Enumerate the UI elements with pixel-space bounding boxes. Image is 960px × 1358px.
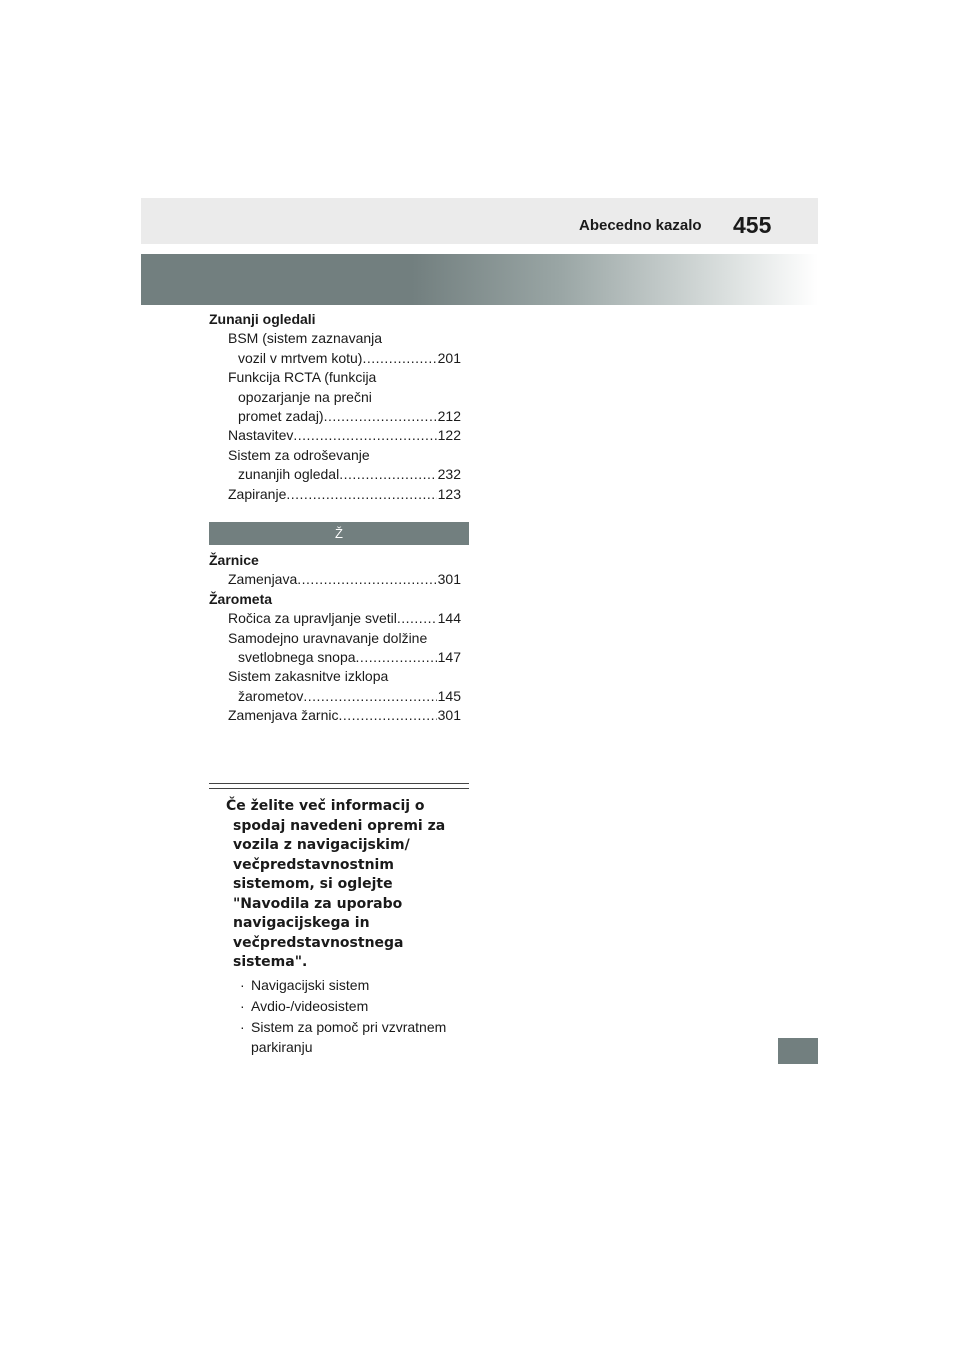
index-entry-label: svetlobnega snopa (238, 648, 356, 665)
index-section-z (209, 310, 469, 504)
page-number: 455 (733, 212, 772, 238)
info-note (226, 797, 471, 973)
dot-leader (356, 648, 437, 667)
index-entry (209, 465, 469, 484)
index-entry (209, 485, 469, 504)
index-entry-line: Samodejno uravnavanje dolžine (228, 629, 428, 646)
dot-leader (362, 349, 436, 368)
list-item (240, 1017, 480, 1057)
list-item (240, 975, 480, 995)
dot-leader (397, 609, 437, 628)
bullet-symbol: · (240, 998, 245, 1014)
index-entry-label: Zapiranje (228, 485, 287, 502)
index-entry-label: Nastavitev (228, 427, 294, 444)
list-item-label: Avdio-/videosistem (251, 998, 369, 1014)
header-bar (141, 198, 818, 244)
index-entry (209, 570, 469, 589)
page-reference: 145 (437, 687, 461, 704)
page-reference: 301 (437, 571, 461, 588)
chapter-tab-marker (778, 1038, 818, 1064)
index-entry-label: žarometov (238, 687, 304, 704)
dot-leader (286, 485, 436, 504)
dot-leader (339, 706, 437, 725)
page-reference: 201 (437, 349, 461, 366)
index-heading: Zunanji ogledali (209, 311, 316, 327)
index-entry-line: opozarjanje na prečni (238, 388, 372, 405)
index-entry-label: Zamenjava žarnic (228, 707, 339, 724)
index-entry-line: Sistem za odroševanje (228, 446, 370, 463)
note-line: sistemom, si oglejte (233, 876, 393, 892)
index-entry (209, 609, 469, 628)
page-reference: 144 (437, 610, 461, 627)
index-entry (209, 426, 469, 445)
note-line: sistema". (233, 954, 308, 970)
index-heading: Žarnice (209, 552, 259, 568)
bullet-symbol: · (240, 977, 245, 993)
dot-leader (303, 687, 436, 706)
dot-leader (339, 465, 436, 484)
page-reference: 301 (437, 707, 461, 724)
list-item-label: Sistem za pomoč pri vzvratnem parkiranju (251, 1019, 447, 1055)
index-entry (209, 706, 469, 725)
decorative-band (141, 254, 818, 305)
index-entry-line: BSM (sistem zaznavanja (228, 330, 383, 347)
index-heading: Žarometa (209, 590, 273, 607)
index-entry (209, 687, 469, 706)
index-entry (209, 349, 469, 368)
double-rule-divider (209, 783, 469, 789)
index-entry-label: Zamenjava (228, 571, 298, 588)
note-line: navigacijskega in (233, 915, 370, 931)
index-entry-label: zunanjih ogledal (238, 466, 340, 483)
index-entry (209, 648, 469, 667)
index-section-zh (209, 551, 469, 726)
list-item-label: Navigacijski sistem (251, 977, 370, 993)
note-line: vozila z navigacijskim/ (233, 837, 410, 853)
page-reference: 122 (437, 427, 461, 444)
note-line: "Navodila za uporabo (233, 895, 403, 912)
page-reference: 123 (437, 485, 461, 502)
note-line: večpredstavnostnim (233, 856, 394, 873)
dot-leader (293, 426, 436, 445)
index-entry (209, 407, 469, 426)
bullet-symbol: · (240, 1019, 245, 1035)
index-entry-label: Ročica za upravljanje svetil (228, 610, 397, 627)
index-entry-label: vozil v mrtvem kotu) (238, 349, 363, 366)
dot-leader (297, 570, 436, 589)
section-title: Abecedno kazalo (579, 217, 702, 234)
letter-divider: Ž (209, 522, 469, 545)
note-line: Če želite več informacij o (226, 798, 425, 814)
index-entry-line: Funkcija RCTA (funkcija (228, 369, 377, 386)
page-reference: 232 (437, 466, 461, 483)
index-entry-label: promet zadaj) (238, 407, 324, 424)
page-reference: 212 (437, 407, 461, 424)
note-line: spodaj navedeni opremi za (233, 817, 446, 834)
dot-leader (324, 407, 437, 426)
page-reference: 147 (437, 648, 461, 665)
note-line: večpredstavnostnega (233, 934, 404, 951)
equipment-list (240, 975, 480, 1058)
index-entry-line: Sistem zakasnitve izklopa (228, 668, 389, 685)
list-item (240, 996, 480, 1016)
